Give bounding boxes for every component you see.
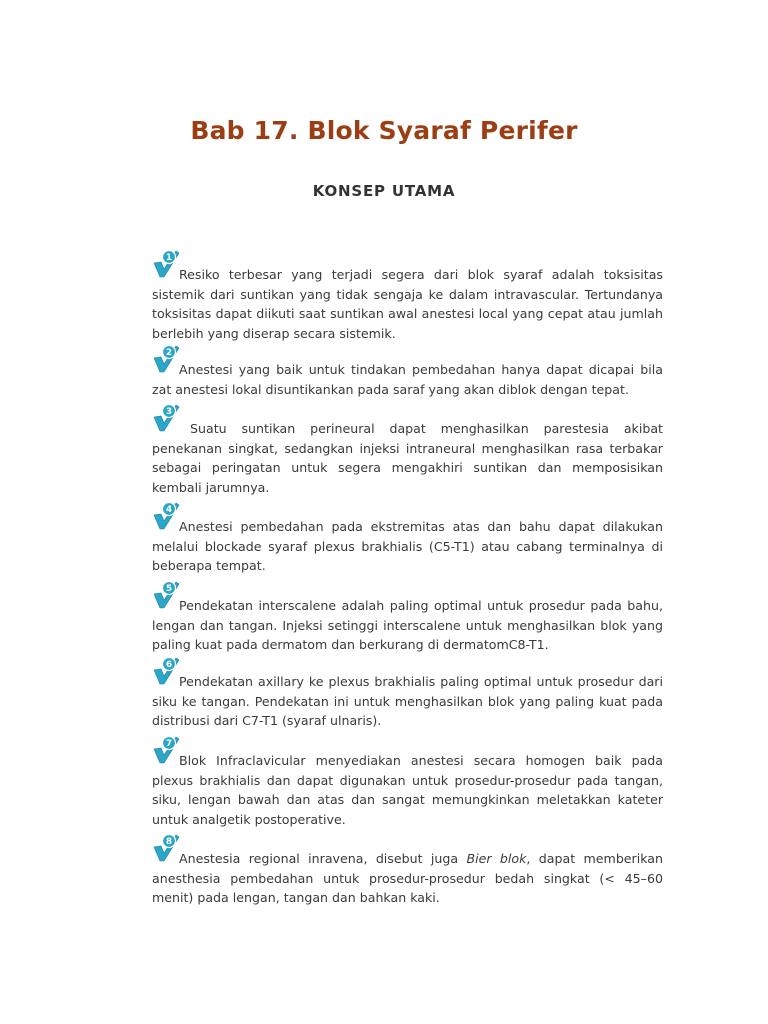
concept-paragraph-1 (152, 253, 663, 343)
numbered-check-icon: 7 (152, 745, 178, 767)
numbered-check-icon: 3 (152, 413, 178, 435)
paragraph-text: Anestesi pembedahan pada ekstremitas atas dan bahu dapat dilakukan melalui blockade syaraf plexus brakhialis (C5-T1) atau cabang terminalnya di beberapa tempat. (152, 519, 663, 573)
numbered-check-icon: 6 (152, 666, 178, 688)
paragraph-text: Pendekatan interscalene adalah paling optimal untuk prosedur pada bahu, lengan dan tangan. Injeksi setinggi interscalene untuk menghasilkan blok yang paling kuat pada dermatom dan berkurang di dermatomC8-T1. (152, 598, 663, 652)
numbered-check-icon: 4 (152, 511, 178, 533)
concept-paragraph-8 (152, 837, 664, 908)
paragraph-text: Suatu suntikan perineural dapat menghasilkan parestesia akibat penekanan singkat, sedangkan injeksi intraneural menghasilkan rasa terbakar sebagai peringatan untuk segera mengakhiri suntikan dan memposisikan kembali jarumnya. (152, 421, 663, 495)
paragraph-text: Pendekatan axillary ke plexus brakhialis paling optimal untuk prosedur dari siku ke tangan. Pendekatan ini untuk menghasilkan blok yang paling kuat pada distribusi dari C7-T1 (syaraf ulnaris). (152, 674, 663, 728)
paragraph-text: Anestesia regional inravena, disebut juga (179, 851, 467, 866)
paragraph-italic-term: Bier blok (466, 851, 527, 866)
numbered-check-icon: 2 (152, 354, 178, 376)
paragraph-text: Resiko terbesar yang terjadi segera dari blok syaraf adalah toksisitas sistemik dari suntikan yang tidak sengaja ke dalam intravascular. Tertundanya toksisitas dapat diikuti saat suntikan awal anestesi local yang cepat atau jumlah berlebih yang diserap secara sistemik. (152, 267, 663, 341)
paragraph-text-continued: , dapat memberikan anesthesia pembedahan untuk prosedur-prosedur bedah singkat (< 45–60 menit) pada lengan, tangan dan bahkan kaki. (152, 851, 664, 905)
concept-paragraph-5 (152, 584, 663, 655)
concept-paragraph-2 (152, 348, 663, 399)
numbered-check-icon: 5 (152, 590, 178, 612)
concept-paragraph-6 (152, 660, 663, 731)
paragraph-text: Anestesi yang baik untuk tindakan pembedahan hanya dapat dicapai bila zat anestesi lokal disuntikankan pada saraf yang akan diblok dengan tepat. (152, 362, 663, 397)
section-heading: KONSEP UTAMA (312, 182, 456, 200)
numbered-check-icon: 1 (152, 259, 178, 281)
page-title: Bab 17. Blok Syaraf Perifer (190, 116, 578, 145)
numbered-check-icon: 8 (152, 843, 178, 865)
concept-paragraph-3 (152, 407, 663, 497)
concept-paragraph-7 (152, 739, 663, 829)
paragraph-text: Blok Infraclavicular menyediakan anestesi secara homogen baik pada plexus brakhialis dan dapat digunakan untuk prosedur-prosedur pada tangan, siku, lengan bawah dan atas dan sangat memungkinkan meletakkan kateter untuk analgetik postoperative. (152, 753, 663, 827)
concept-paragraph-4 (152, 505, 663, 576)
